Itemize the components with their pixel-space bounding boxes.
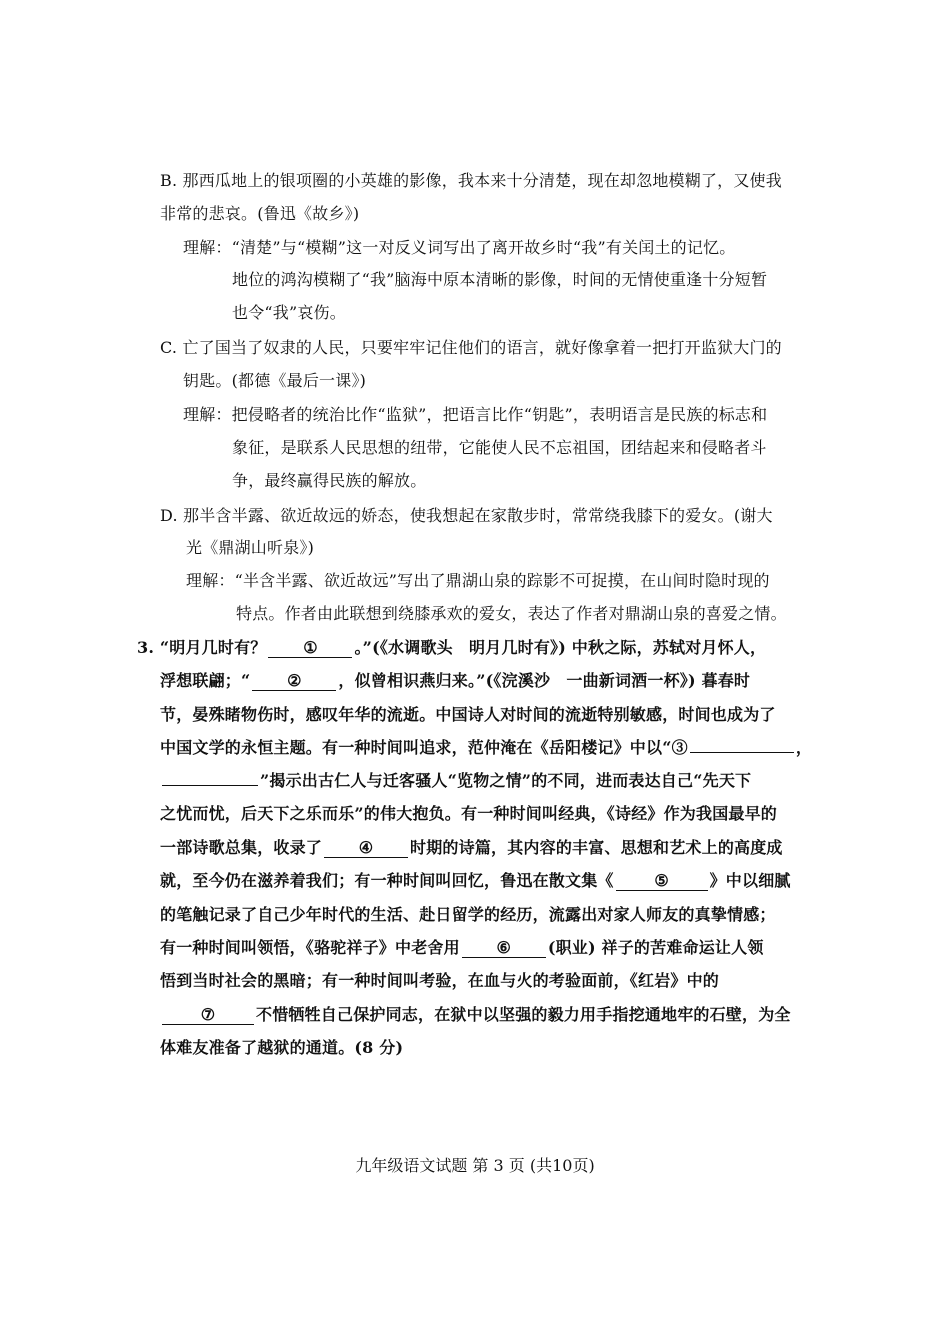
option-b-understanding-2: 地位的鸿沟模糊了“我”脑海中原本清晰的影像，时间的无情使重逢十分短暂 bbox=[232, 270, 768, 289]
q3-line-6: 之忧而忧，后天下之乐而乐”的伟大抱负。有一种时间叫经典，《诗经》作为我国最早的 bbox=[160, 804, 778, 823]
option-d-line-2: 光《鼎湖山听泉》) bbox=[186, 538, 315, 557]
q3-text: ，似曾相识燕归来。”(《浣溪沙 一曲新词酒一杯》) 暮春时 bbox=[338, 671, 751, 690]
q3-text: 有一种时间叫领悟，《骆驼祥子》中老舍用 bbox=[160, 938, 460, 957]
blank-2[interactable]: ② bbox=[252, 672, 336, 691]
q3-text: 》中以细腻 bbox=[709, 871, 791, 890]
blank-5[interactable]: ⑤ bbox=[616, 872, 708, 891]
q3-line-12 bbox=[160, 1004, 791, 1026]
q3-text: 中国文学的永恒主题。有一种时间叫追求，范仲淹在《岳阳楼记》中以“③ bbox=[160, 738, 688, 757]
blank-1[interactable]: ① bbox=[268, 639, 352, 658]
blank-4[interactable]: ④ bbox=[324, 839, 408, 858]
q3-line-3: 节，晏殊睹物伤时，感叹年华的流逝。中国诗人对时间的流逝特别敏感，时间也成为了 bbox=[160, 705, 776, 724]
option-d-understanding-2: 特点。作者由此联想到绕膝承欢的爱女，表达了作者对鼎湖山泉的喜爱之情。 bbox=[236, 604, 787, 623]
q3-text: 一部诗歌总集，收录了 bbox=[160, 838, 323, 857]
q3-line-7 bbox=[160, 837, 783, 859]
q3-text: ， bbox=[795, 738, 813, 757]
option-c-line-1: C. 亡了国当了奴隶的人民，只要牢牢记住他们的语言，就好像拿着一把打开监狱大门的 bbox=[160, 338, 782, 357]
option-c-understanding-2: 象征，是联系人民思想的纽带，它能使人民不忘祖国，团结起来和侵略者斗 bbox=[232, 438, 767, 457]
q3-text: 。”(《水调歌头 明月几时有》) 中秋之际，苏轼对月怀人， bbox=[354, 638, 767, 657]
q3-line-2 bbox=[160, 670, 750, 692]
q3-text: 时期的诗篇，其内容的丰富、思想和艺术上的高度成 bbox=[410, 838, 783, 857]
q3-line-11: 悟到当时社会的黑暗；有一种时间叫考验，在血与火的考验面前，《红岩》中的 bbox=[160, 971, 720, 990]
blank-7[interactable]: ⑦ bbox=[162, 1006, 254, 1025]
option-c-understanding-1: 理解：把侵略者的统治比作“监狱”，把语言比作“钥匙”，表明语言是民族的标志和 bbox=[183, 405, 768, 424]
blank-3-first[interactable] bbox=[690, 752, 794, 753]
q3-line-5 bbox=[160, 770, 751, 792]
q3-text: 浮想联翩；“ bbox=[160, 671, 251, 690]
q3-text: 3. “明月几时有？ bbox=[137, 638, 267, 657]
option-d-understanding-1: 理解：“半含半露、欲近故远”写出了鼎湖山泉的踪影不可捉摸，在山间时隐时现的 bbox=[186, 571, 770, 590]
option-b-understanding-1: 理解：“清楚”与“模糊”这一对反义词写出了离开故乡时“我”有关闰土的记忆。 bbox=[183, 238, 736, 257]
option-b-line-1: B. 那西瓜地上的银项圈的小英雄的影像，我本来十分清楚，现在却忽地模糊了，又使我 bbox=[160, 171, 782, 190]
q3-text: ”揭示出古仁人与迁客骚人“览物之情”的不同，进而表达自己“先天下 bbox=[260, 771, 752, 790]
option-b-understanding-3: 也令“我”哀伤。 bbox=[232, 303, 346, 322]
page-footer: 九年级语文试题 第 3 页 (共10页) bbox=[355, 1156, 595, 1175]
blank-3-second[interactable] bbox=[162, 785, 258, 786]
q3-line-10 bbox=[160, 937, 764, 959]
option-d-line-1: D. 那半含半露、欲近故远的娇态，使我想起在家散步时，常常绕我膝下的爱女。(谢大 bbox=[160, 506, 773, 525]
option-c-line-2: 钥匙。(都德《最后一课》) bbox=[183, 371, 367, 390]
q3-text: 不惜牺牲自己保护同志，在狱中以坚强的毅力用手指挖通地牢的石壁，为全 bbox=[256, 1005, 791, 1024]
q3-line-1 bbox=[137, 637, 766, 659]
option-c-understanding-3: 争，最终赢得民族的解放。 bbox=[232, 471, 427, 490]
q3-line-9: 的笔触记录了自己少年时代的生活、赴日留学的经历，流露出对家人师友的真挚情感； bbox=[160, 905, 776, 924]
q3-line-4 bbox=[160, 737, 812, 759]
q3-text: 就，至今仍在滋养着我们；有一种时间叫回忆，鲁迅在散文集《 bbox=[160, 871, 614, 890]
q3-line-13: 体难友准备了越狱的通道。(8 分) bbox=[160, 1038, 404, 1057]
blank-6[interactable]: ⑥ bbox=[462, 939, 546, 958]
option-b-line-2: 非常的悲哀。(鲁迅《故乡》) bbox=[160, 204, 360, 223]
q3-line-8 bbox=[160, 870, 791, 892]
q3-text: (职业) 祥子的苦难命运让人领 bbox=[547, 938, 764, 957]
